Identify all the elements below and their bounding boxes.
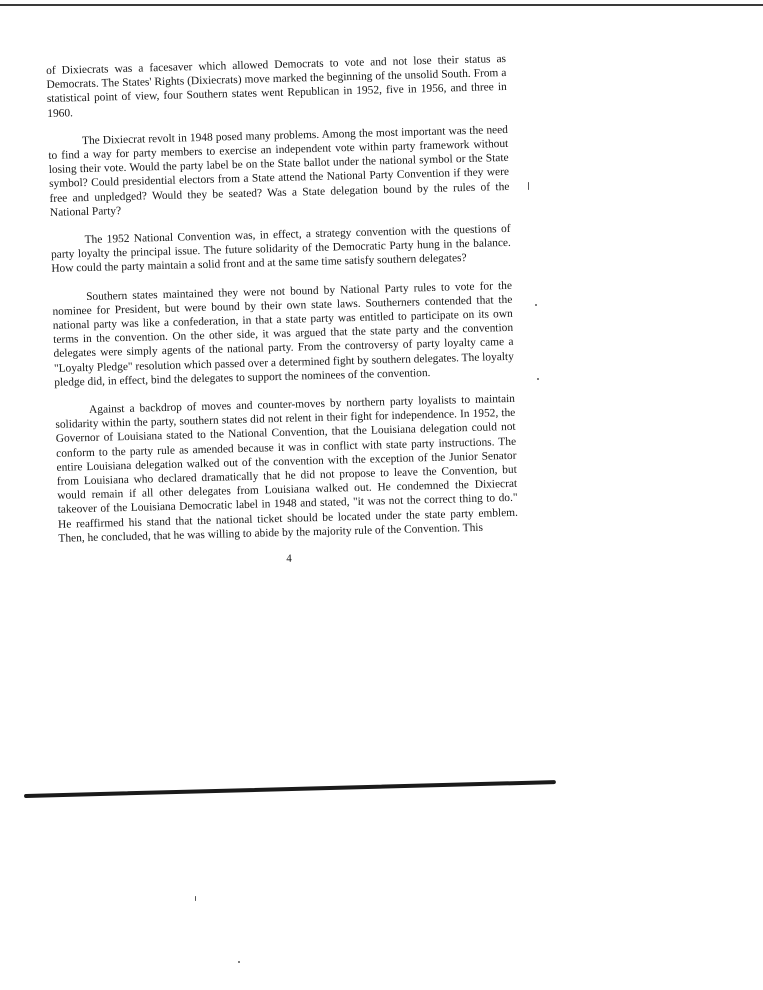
document-body: [46, 52, 519, 572]
paragraph-dixiecrat-revolt: The Dixiecrat revolt in 1948 posed many problems. Among the most important was the need to find a way for party members to exercise an independent vote within party framework without losing their vote. Would the party label be on the State ballot under the national symbol or the State symbol? Could presidential electors from a State attend the National Party Convention if they were free and unpledged? Would they be seated? Was a State delegation bound by the rules of the National Party?: [48, 123, 510, 219]
page-number: 4: [286, 552, 292, 565]
scan-speck: [238, 961, 240, 963]
scan-speck: [195, 896, 196, 901]
scan-speck: [528, 182, 529, 190]
scan-speck: [537, 378, 539, 380]
paragraph-1952-convention: The 1952 National Convention was, in effect, a strategy convention with the questions of party loyalty the principal issue. The future solidarity of the Democratic Party hung in the balance. How could the party maintain a solid front and at the same time satisfy southern delegates?: [50, 222, 512, 276]
paragraph-louisiana: Against a backdrop of moves and counter-moves by northern party loyalists to maintain solidarity within the party, southern states did not relent in their fight for independence. In 1952, the Governor of Louisiana stated to the National Convention, that the Louisiana delegation could not conform to the party rule as amended because it was in conflict with state party instructions. The entire Louisiana delegation walked out of the convention with the exception of the Junior Senator from Louisiana who declared dramatically that he did not propose to leave the Convention, but would remain if all other delegates from Louisiana walked out. He condemned the Dixiecrat takeover of the Louisiana Democratic label in 1948 and stated, "it was not the correct thing to do." He reaffirmed his stand that the national ticket should be located under the state party emblem. Then, he concluded, that he was willing to abide by the majority rule of the Convention. This: [55, 392, 519, 545]
scan-speck: [535, 304, 537, 306]
paragraph-continuation: of Dixiecrats was a facesaver which allowed Democrats to vote and not lose their status as Democrats. The States' Rights (Dixiecrats) move marked the beginning of the unsolid South. From a statistical point of view, four Southern states went Republican in 1952, five in 1956, and three in 1960.: [46, 52, 507, 120]
top-scan-edge: [0, 4, 763, 6]
paragraph-southern-states: Southern states maintained they were not bound by National Party rules to vote for the nominee for President, but were bound by their own state laws. Southerners contended that the national party was like a confederation, in that a state party was entitled to participate on its own terms in the convention. On the other side, it was argued that the state party and the convention delegates were simply agents of the national party. From the controversy of party loyalty came a "Loyalty Pledge" resolution which passed over a determined fight by southern delegates. The loyalty pledge did, in effect, bind the delegates to support the nominees of the convention.: [52, 279, 514, 389]
bottom-rule: [24, 780, 556, 798]
